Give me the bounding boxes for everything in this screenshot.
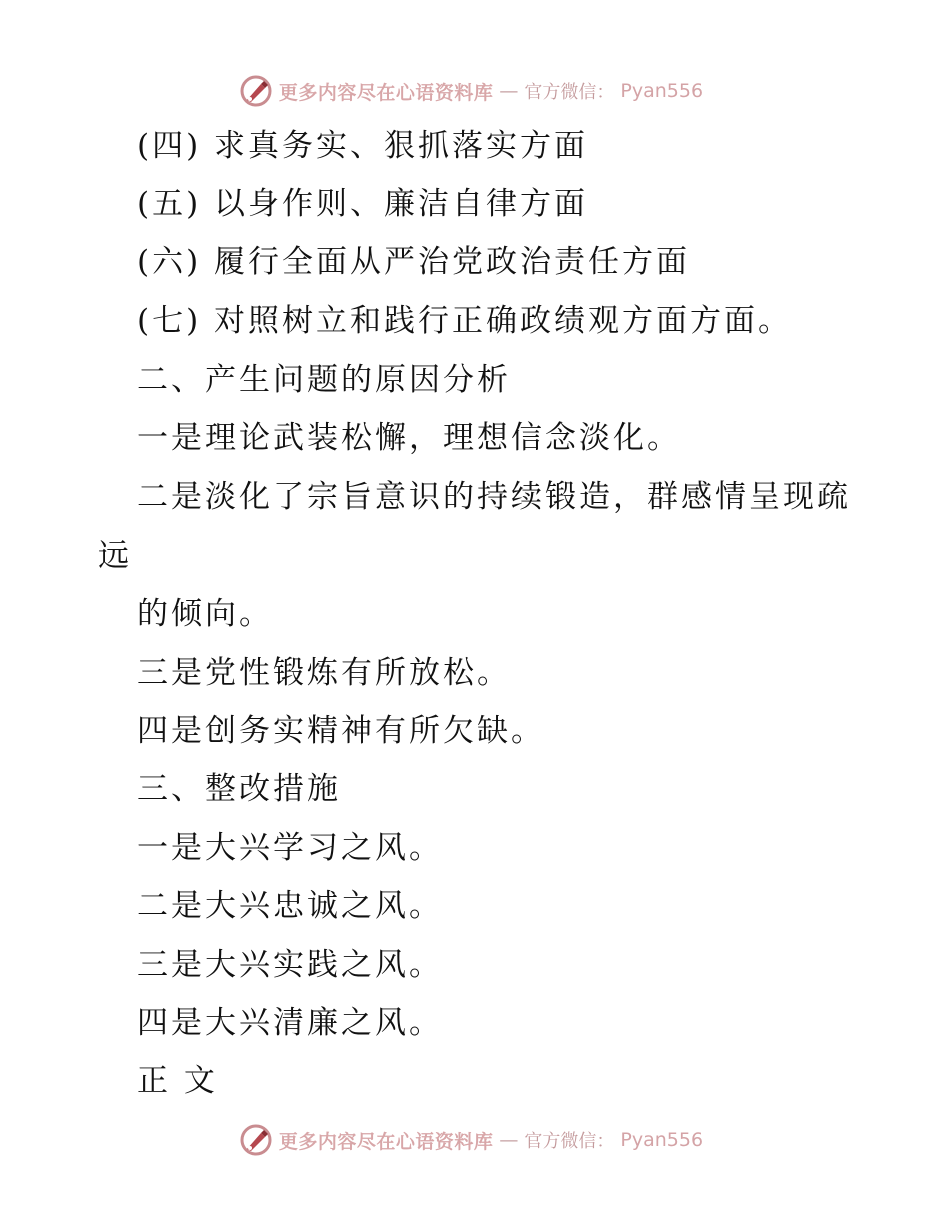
text-line: 三是大兴实践之风。	[137, 947, 443, 983]
banner-wechat-id: Pyan556	[620, 80, 704, 102]
section-heading: 三、整改措施	[137, 771, 341, 807]
text-line: (七) 对照树立和践行正确政绩观方面方面。	[137, 303, 793, 339]
text-line: (六) 履行全面从严治党政治责任方面	[137, 244, 691, 280]
pen-logo-icon	[239, 1123, 273, 1157]
text-line: (四) 求真务实、狠抓落实方面	[137, 128, 589, 164]
text-line: 二是淡化了宗旨意识的持续锻造，群感情呈现疏	[137, 479, 851, 515]
header-banner-content	[239, 74, 703, 108]
text-line: 四是创务实精神有所欠缺。	[137, 713, 545, 749]
text-line-wrap: 远	[98, 538, 132, 574]
banner-wechat-id: Pyan556	[620, 1129, 704, 1151]
banner-separator: —	[499, 80, 519, 102]
banner-main-text: 更多内容尽在心语资料库	[278, 1130, 494, 1153]
header-banner	[0, 71, 950, 111]
footer-banner-content	[239, 1123, 703, 1157]
text-line: 四是大兴清廉之风。	[137, 1005, 443, 1041]
banner-main-text: 更多内容尽在心语资料库	[278, 81, 494, 104]
footer-banner	[0, 1120, 950, 1160]
section-heading: 正 文	[137, 1063, 218, 1099]
banner-sub-text: 官方微信：	[524, 82, 615, 103]
text-line: 一是大兴学习之风。	[137, 830, 443, 866]
text-line: 二是大兴忠诚之风。	[137, 888, 443, 924]
text-line: 一是理论武装松懈，理想信念淡化。	[137, 420, 681, 456]
text-line: 的倾向。	[137, 596, 273, 632]
text-line: 三是党性锻炼有所放松。	[137, 655, 511, 691]
section-heading: 二、产生问题的原因分析	[137, 362, 511, 398]
pen-logo-icon	[239, 74, 273, 108]
banner-separator: —	[499, 1129, 519, 1151]
text-line: (五) 以身作则、廉洁自律方面	[137, 186, 589, 222]
banner-sub-text: 官方微信：	[524, 1131, 615, 1152]
